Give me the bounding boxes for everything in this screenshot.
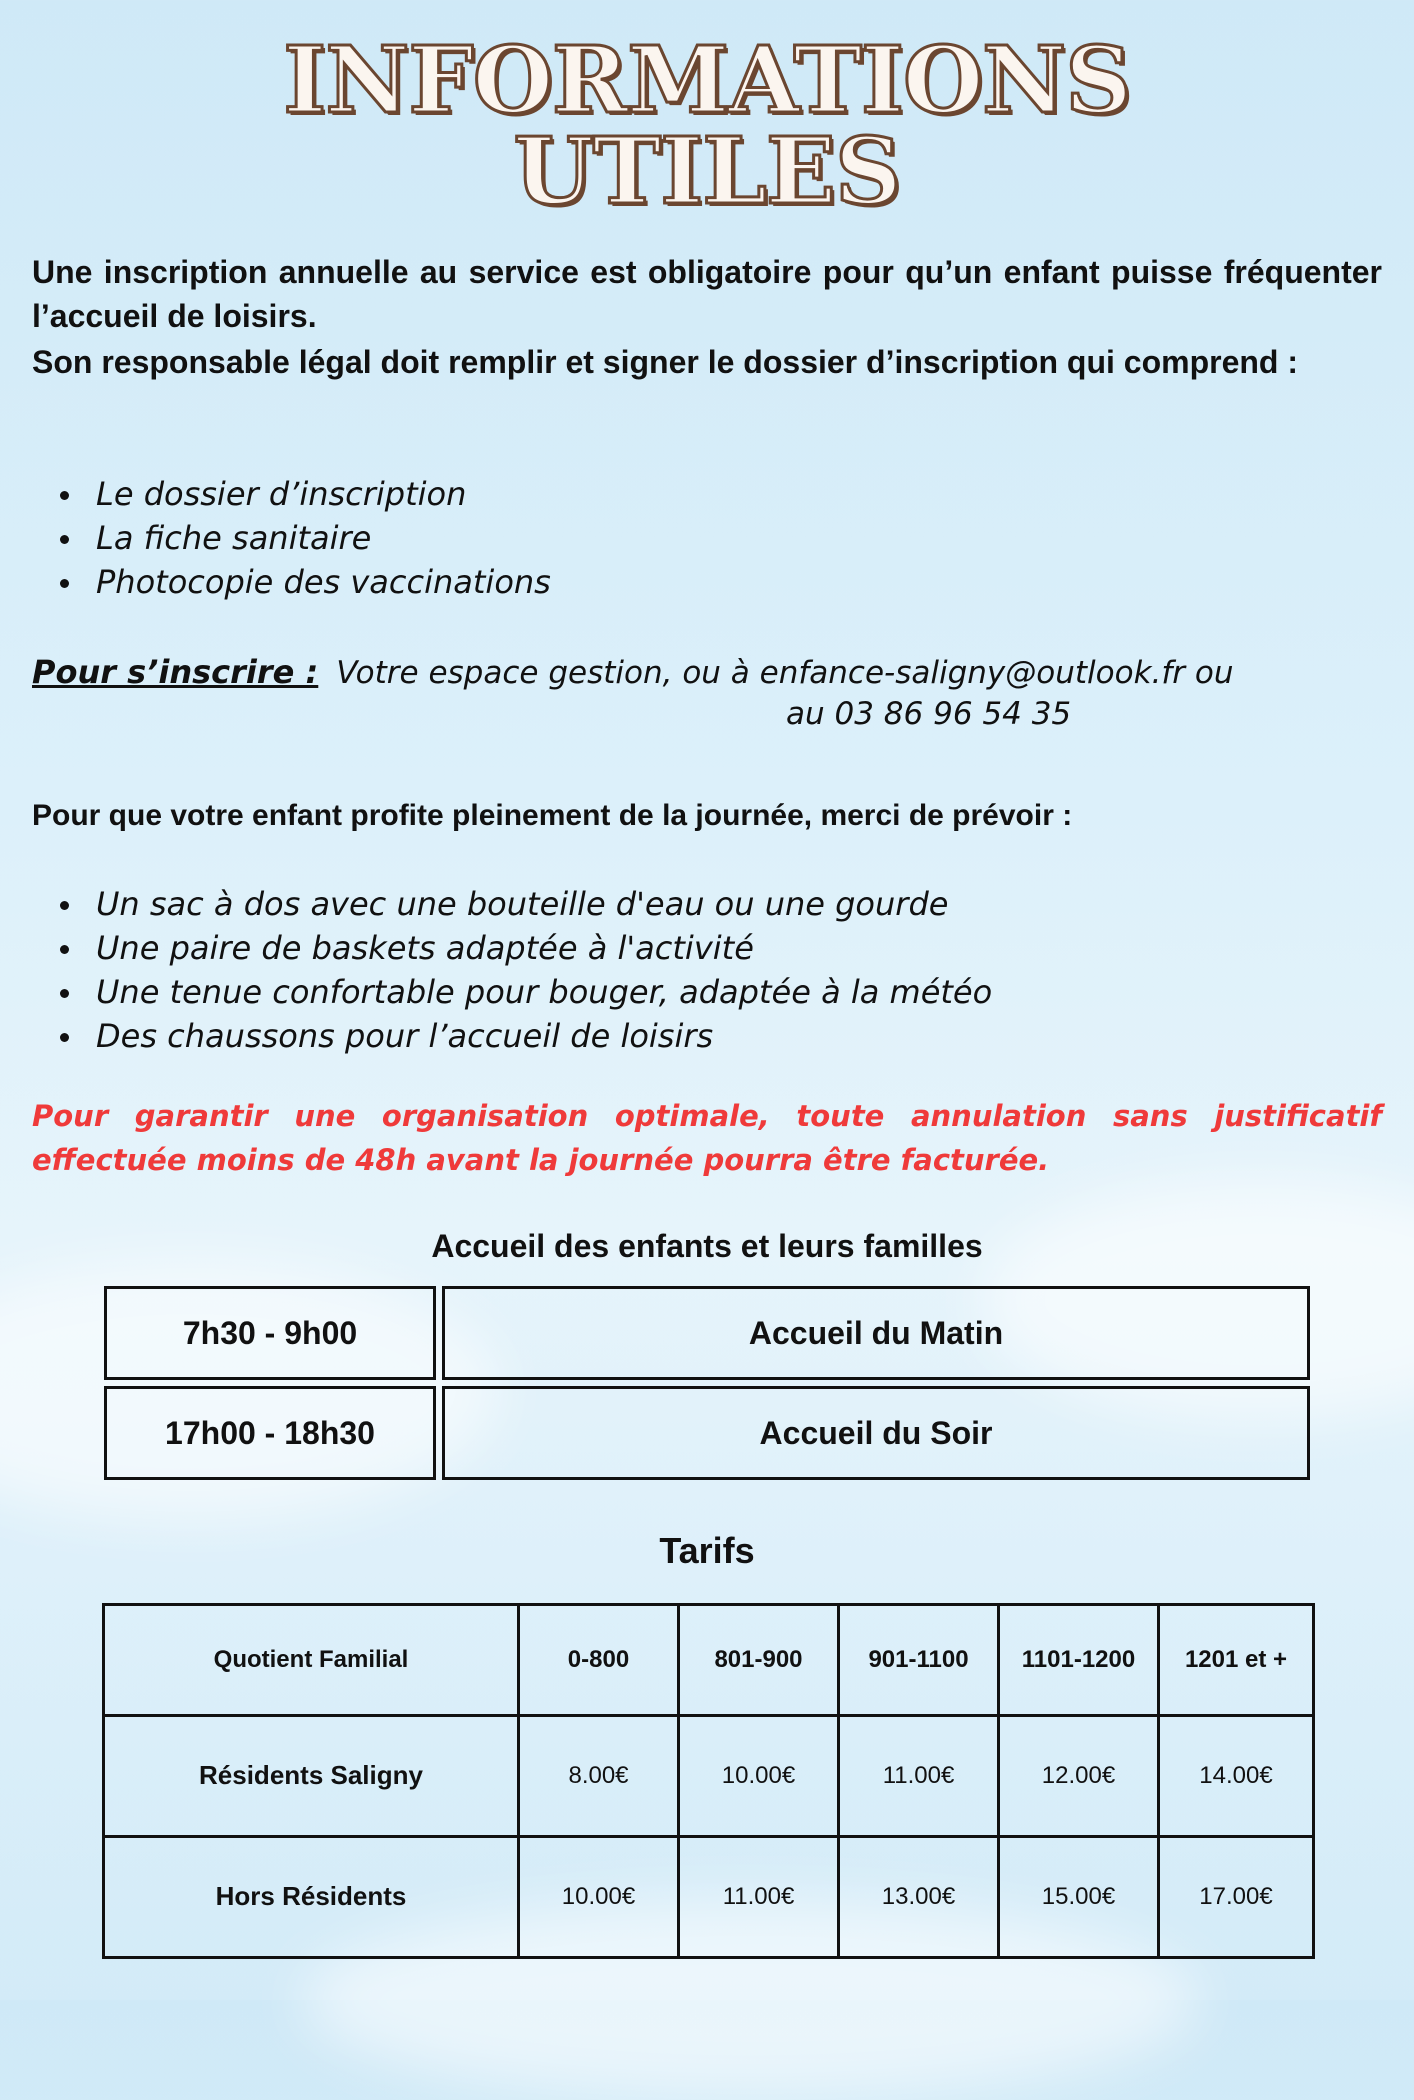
- header-cell: 1201 et +: [1159, 1605, 1314, 1716]
- table-row: [104, 1715, 1314, 1836]
- price-cell: 17.00€: [1159, 1836, 1314, 1957]
- page-title-line2: UTILES: [513, 117, 901, 225]
- prepare-intro: Pour que votre enfant profite pleinement de la journée, merci de prévoir :: [32, 799, 1073, 832]
- header-cell: 0-800: [519, 1605, 679, 1716]
- price-cell: 10.00€: [519, 1836, 679, 1957]
- header-cell: 1101-1200: [999, 1605, 1159, 1716]
- table-row: [104, 1836, 1314, 1957]
- registration-contact: Votre espace gestion, ou à enfance-saligny@outlook.fr ou: [336, 655, 1234, 691]
- documents-list: [32, 472, 551, 604]
- price-cell: 13.00€: [839, 1836, 999, 1957]
- price-cell: 11.00€: [839, 1715, 999, 1836]
- price-cell: 10.00€: [679, 1715, 839, 1836]
- page-title-line1: INFORMATIONS: [283, 26, 1131, 134]
- hours-time: 17h00 - 18h30: [104, 1386, 436, 1480]
- hours-row: [104, 1286, 1310, 1380]
- intro-paragraph-2: Son responsable légal doit remplir et signer le dossier d’inscription qui comprend :: [32, 344, 1299, 380]
- row-label: Hors Résidents: [104, 1836, 519, 1957]
- list-item: Une paire de baskets adaptée à l'activité: [32, 926, 992, 970]
- list-item: Le dossier d’inscription: [32, 472, 551, 516]
- hours-title: Accueil des enfants et leurs familles: [431, 1228, 983, 1264]
- list-item: Photocopie des vaccinations: [32, 560, 551, 604]
- price-cell: 8.00€: [519, 1715, 679, 1836]
- header-cell: 801-900: [679, 1605, 839, 1716]
- price-cell: 14.00€: [1159, 1715, 1314, 1836]
- table-header-row: [104, 1605, 1314, 1716]
- registration-phone: au 03 86 96 54 35: [786, 696, 1072, 732]
- price-cell: 15.00€: [999, 1836, 1159, 1957]
- hours-time: 7h30 - 9h00: [104, 1286, 436, 1380]
- prepare-list: [32, 882, 992, 1058]
- hours-label: Accueil du Soir: [442, 1386, 1310, 1480]
- registration-line: [32, 650, 1234, 695]
- registration-label: Pour s’inscrire :: [32, 653, 319, 691]
- list-item: Un sac à dos avec une bouteille d'eau ou une gourde: [32, 882, 992, 926]
- row-label: Résidents Saligny: [104, 1715, 519, 1836]
- list-item: Des chaussons pour l’accueil de loisirs: [32, 1014, 992, 1058]
- price-cell: 12.00€: [999, 1715, 1159, 1836]
- list-item: La fiche sanitaire: [32, 516, 551, 560]
- list-item: Une tenue confortable pour bouger, adaptée à la météo: [32, 970, 992, 1014]
- tarifs-table: [102, 1603, 1315, 1959]
- price-cell: 11.00€: [679, 1836, 839, 1957]
- header-cell: Quotient Familial: [104, 1605, 519, 1716]
- hours-label: Accueil du Matin: [442, 1286, 1310, 1380]
- cancellation-warning: Pour garantir une organisation optimale, toute annulation sans justificatif effectuée moins de 48h avant la journée pourra être facturée.: [32, 1099, 1382, 1177]
- header-cell: 901-1100: [839, 1605, 999, 1716]
- hours-table: [104, 1286, 1310, 1486]
- intro-paragraph-1: Une inscription annuelle au service est obligatoire pour qu’un enfant puisse fréquenter l’accueil de loisirs.: [32, 254, 1382, 334]
- hours-row: [104, 1386, 1310, 1480]
- tarifs-title: Tarifs: [659, 1530, 755, 1571]
